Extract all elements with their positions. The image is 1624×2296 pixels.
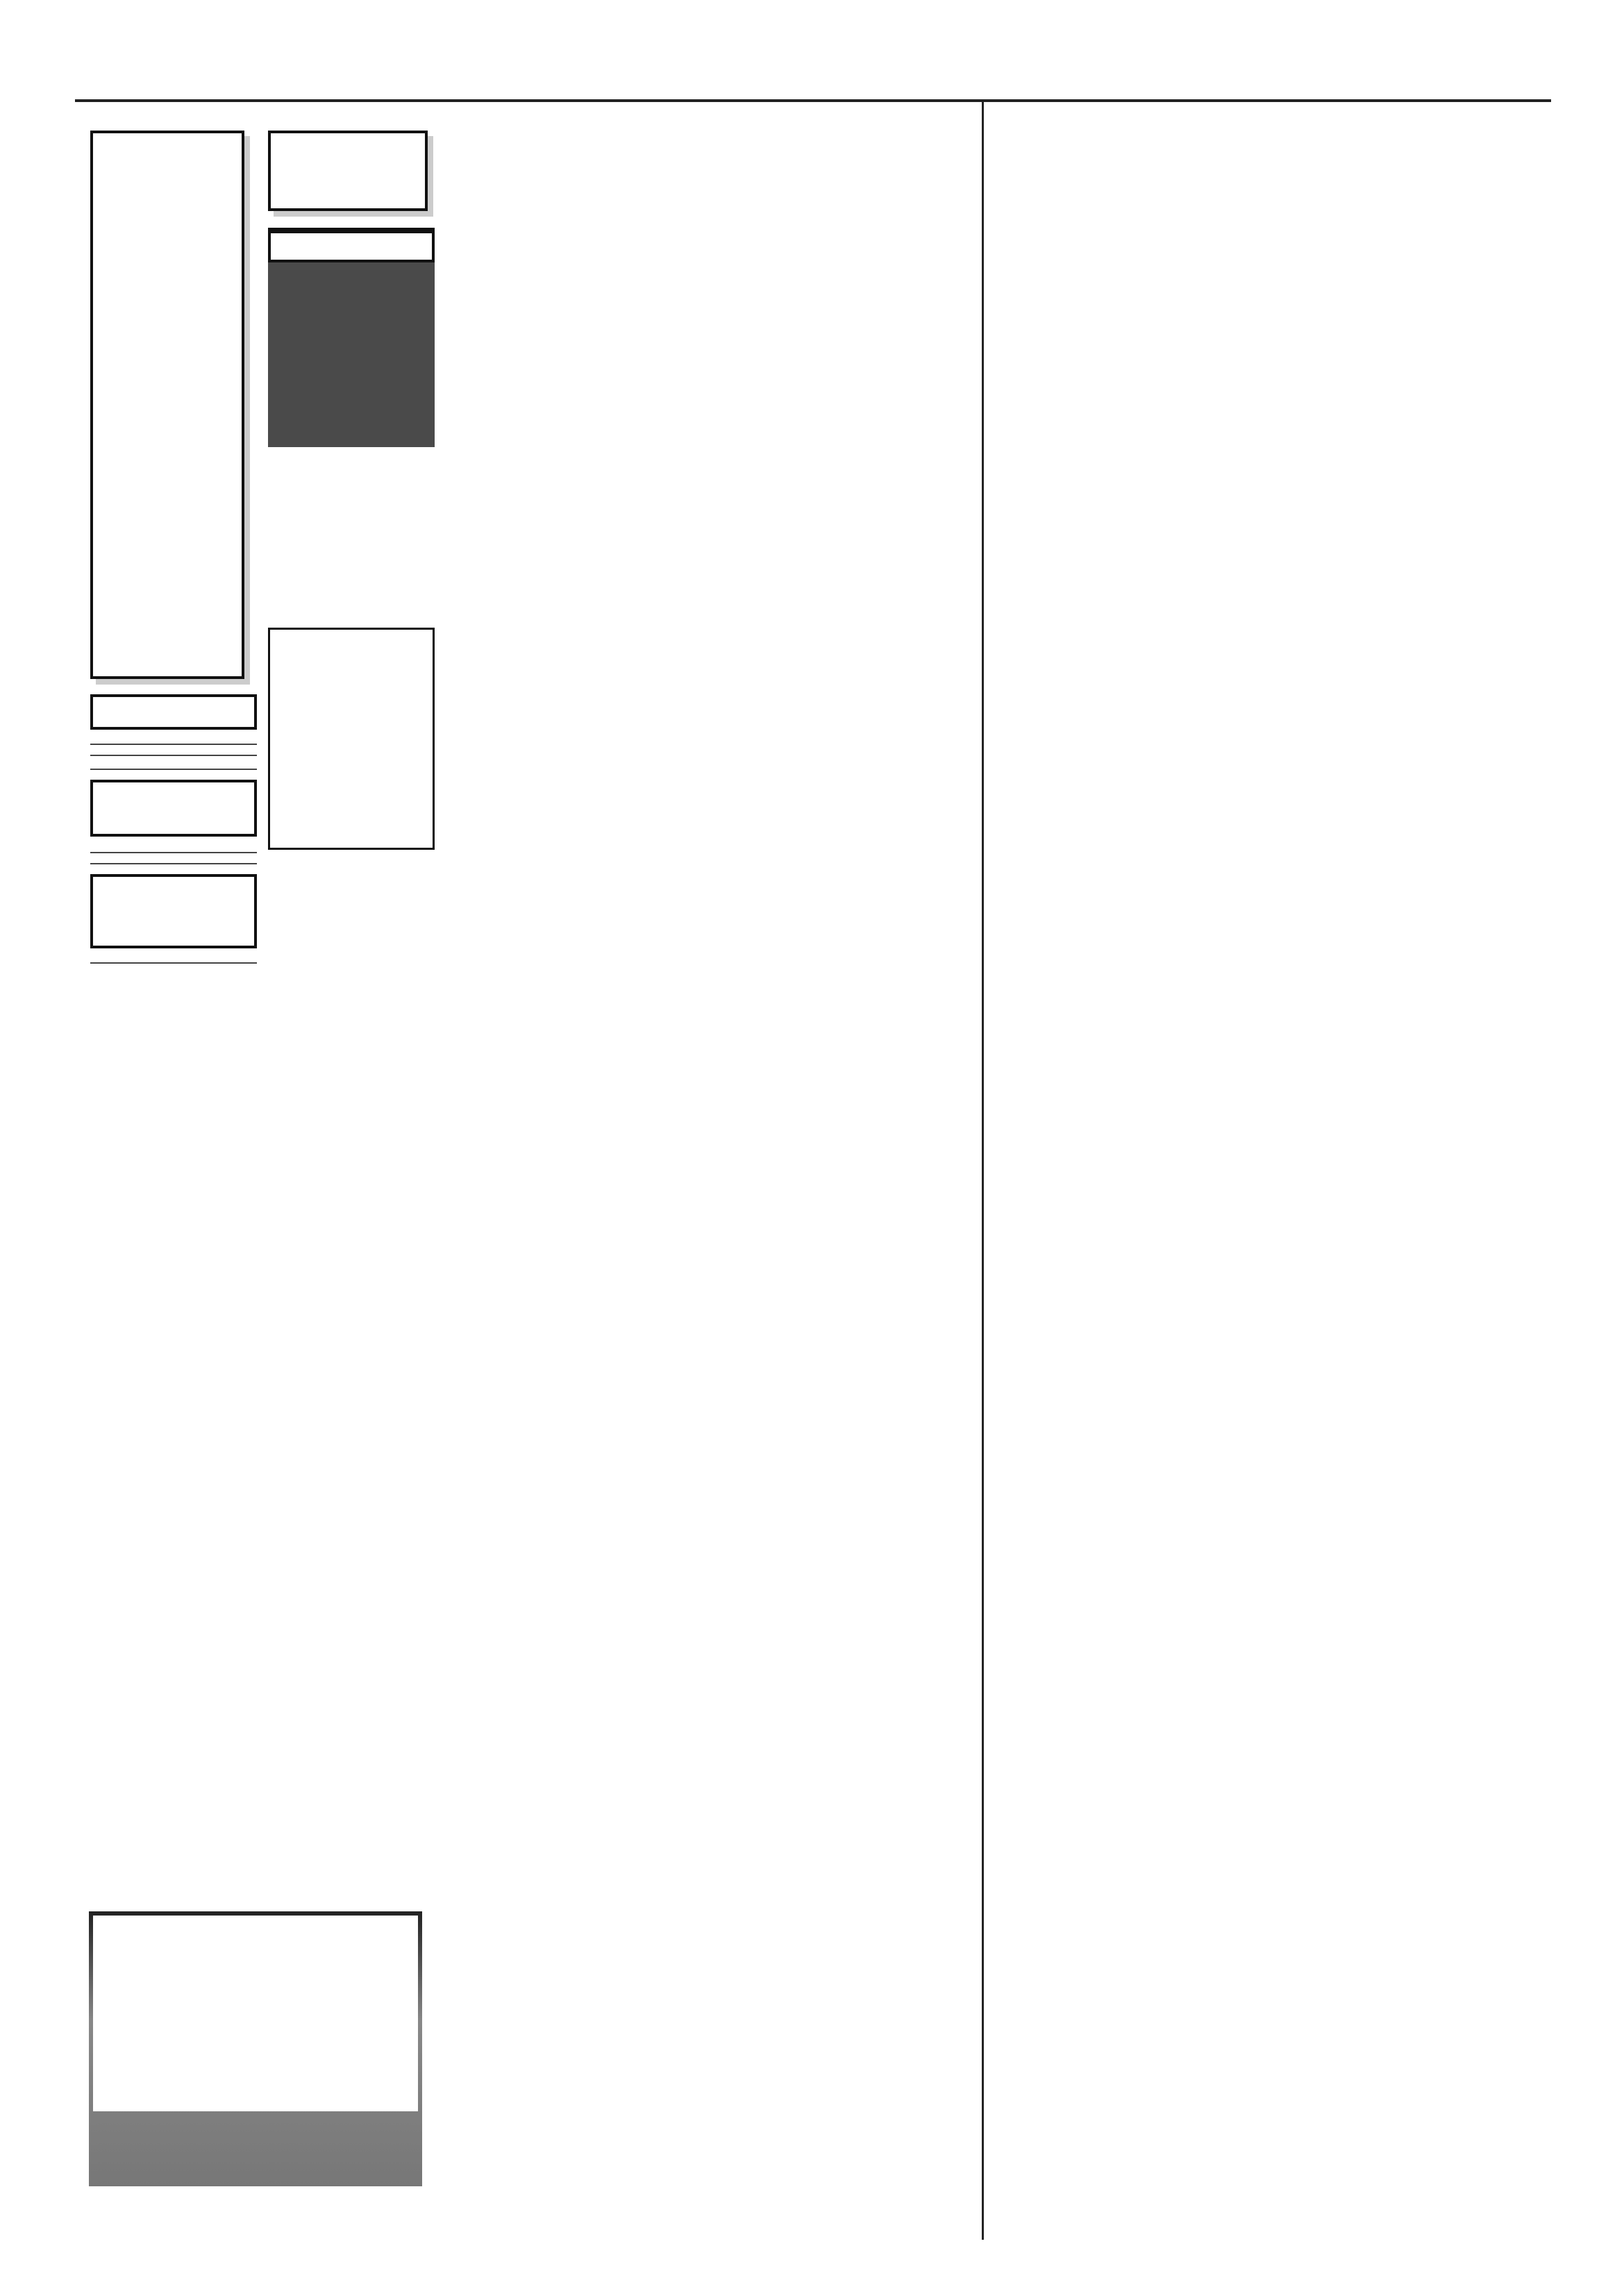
- bridging-cash-ad: [268, 262, 435, 370]
- ad-ref: [90, 755, 257, 756]
- flats-section: [90, 694, 257, 973]
- ad-ref: [90, 962, 257, 964]
- business-index-title: [276, 139, 419, 161]
- ad-wilgeheuwel: [90, 962, 257, 964]
- business-index-box: [268, 131, 428, 211]
- category-0442-garden-flats: [90, 780, 257, 837]
- ad-ref: [90, 863, 257, 864]
- ad-ref: [90, 852, 257, 853]
- ad-florida-park: [90, 769, 257, 770]
- ad-flats-in-florida: [90, 744, 257, 745]
- category-0484-townhouse: [90, 874, 257, 948]
- property-index-title: [97, 140, 238, 168]
- ad-ref: [90, 744, 257, 745]
- bridging-cash-ad-lower: [268, 368, 435, 417]
- column-divider: [982, 101, 984, 2240]
- ad-ref: [90, 769, 257, 770]
- ad-florida-lake: [90, 755, 257, 756]
- pawn-box: [268, 628, 435, 850]
- page-header: [75, 67, 1551, 101]
- category-0650-loans-box: [268, 231, 435, 262]
- header-rule: [75, 99, 1551, 102]
- bridging-cash-phones: [268, 415, 435, 447]
- pulse-property-ad: [89, 1911, 422, 2186]
- category-0428-flats: [90, 694, 257, 730]
- property-index-box: [90, 131, 244, 679]
- ad-discovery: [90, 852, 257, 853]
- ad-langs-flora: [90, 863, 257, 864]
